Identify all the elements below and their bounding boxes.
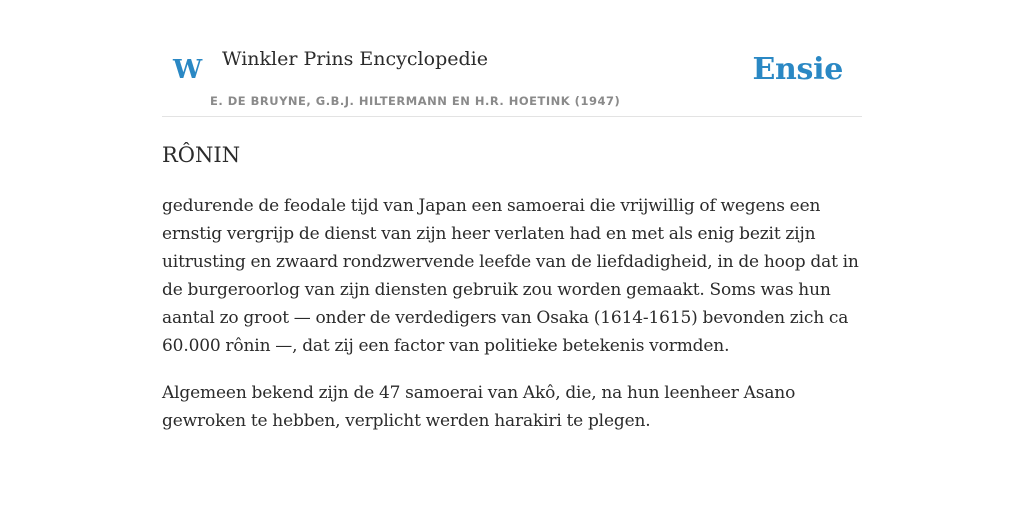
entry-paragraph: gedurende de feodale tijd van Japan een samoerai die vrijwillig of wegens een ernstig vergrijp de dienst van zijn heer verlaten had en met als enig bezit zijn uitrusting en zwaard rondzwervende leefde van de liefdadigheid, in de hoop dat in de burgeroorlog van zijn diensten gebruik zou worden gemaakt. Soms was hun aantal zo groot — onder de verdedigers van Osaka (1614-1615) bevonden zich ca 60.000 rônin —, dat zij een factor van politieke betekenis vormden.	[162, 196, 859, 356]
authors-byline: E. DE BRUYNE, G.B.J. HILTERMANN EN H.R. HOETINK (1947)	[210, 94, 621, 108]
header	[162, 0, 862, 117]
entry-title: RÔNIN	[162, 143, 241, 167]
page-container	[162, 0, 862, 431]
encyclopedia-title-link[interactable]: Winkler Prins Encyclopedie	[222, 48, 488, 70]
entry-body	[162, 192, 862, 454]
entry-paragraph: Algemeen bekend zijn de 47 samoerai van Akô, die, na hun leenheer Asano gewroken te hebben, verplicht werden harakiri te plegen.	[162, 383, 796, 431]
ensie-brand-logo[interactable]: Ensie	[752, 52, 843, 87]
encyclopedia-logo[interactable]: W	[173, 55, 203, 85]
